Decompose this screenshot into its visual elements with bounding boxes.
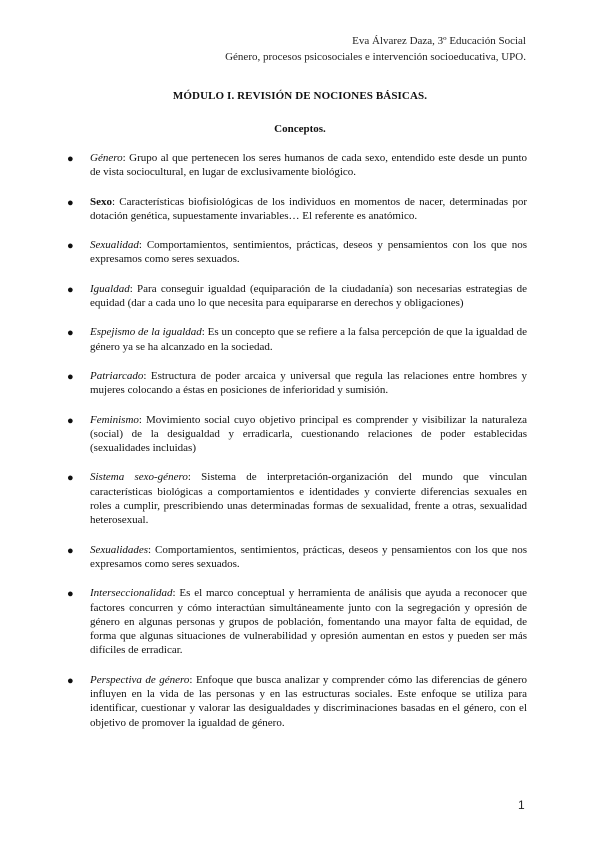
bullet-icon: ● <box>67 327 74 340</box>
concept-term: Interseccionalidad <box>90 587 173 600</box>
concept-term: Igualdad <box>90 282 130 295</box>
bullet-icon: ● <box>67 674 74 687</box>
concept-item-genero <box>67 151 527 180</box>
concept-term: Feminismo <box>90 413 139 426</box>
concepts-list <box>67 151 527 730</box>
concept-item-sistema-sexo-genero <box>67 470 527 527</box>
concept-definition: : Comportamientos, sentimientos, prácticas, deseos y pensamientos con los que nos expresamos como seres sexuados. <box>90 543 527 570</box>
concept-term: Sistema sexo-género <box>90 471 188 484</box>
section-subtitle: Conceptos. <box>274 123 326 135</box>
concept-definition: : Movimiento social cuyo objetivo principal es comprender y visibilizar la naturaleza (social) de la desigualdad y erradicarla, cuestionando relaciones de poder establecidas (sexualidades incluidas) <box>90 413 527 455</box>
concept-term: Espejismo de la igualdad <box>90 326 202 339</box>
concept-definition: : Características biofisiológicas de los individuos en momentos de nacer, determinadas por dotación genética, supuestamente invariables… El referente es anatómico. <box>90 195 527 222</box>
bullet-icon: ● <box>67 414 74 427</box>
concept-definition: : Para conseguir igualdad (equiparación de la ciudadanía) son necesarias estrategias de equidad (dar a cada uno lo que necesita para equipararse en derechos y obligaciones) <box>90 282 527 310</box>
concept-item-perspectiva-de-genero <box>67 673 527 730</box>
page-number: 1 <box>518 798 525 812</box>
concept-definition: : Estructura de poder arcaica y universal que regula las relaciones entre hombres y mujeres colocando a éstas en posiciones de inferioridad y sumisión. <box>90 369 527 397</box>
concept-term: Sexualidad <box>90 239 139 252</box>
concept-item-espejismo <box>67 325 527 354</box>
bullet-icon: ● <box>67 196 74 209</box>
header-course-line: Género, procesos psicosociales e intervención socioeducativa, UPO. <box>225 51 526 63</box>
bullet-icon: ● <box>67 588 74 601</box>
concept-item-sexo <box>67 195 527 224</box>
concept-definition: : Es un concepto que se refiere a la falsa percepción de que la igualdad de género ya se ha alcanzado en la sociedad. <box>90 326 527 353</box>
concept-item-interseccionalidad <box>67 586 527 657</box>
concept-definition: : Sistema de interpretación-organización del mundo que vinculan características biológicas a comportamientos e identidades y convierte diferencias sexuales en roles a cumplir, prescribiendo unas determinadas formas de sexualidad, frente a otras, sexualidad heterosexual. <box>90 471 527 527</box>
bullet-icon: ● <box>67 240 74 253</box>
concept-definition: : Grupo al que pertenecen los seres humanos de cada sexo, entendido este desde un punto de vista sociocultural, en lugar de exclusivamente biológico. <box>90 152 527 179</box>
page-header <box>225 33 526 65</box>
bullet-icon: ● <box>67 544 74 557</box>
document-title: MÓDULO I. REVISIÓN DE NOCIONES BÁSICAS. <box>172 90 428 102</box>
bullet-icon: ● <box>67 472 74 485</box>
concept-term: Sexualidades <box>90 543 149 556</box>
concept-item-igualdad <box>67 282 527 311</box>
concept-term: Patriarcado <box>90 369 144 382</box>
bullet-icon: ● <box>67 153 74 165</box>
concept-definition: : Comportamientos, sentimientos, prácticas, deseos y pensamientos con los que nos expresamos como seres sexuados. <box>90 239 527 266</box>
concept-term: Perspectiva de género <box>90 673 190 686</box>
concept-definition: : Es el marco conceptual y herramienta de análisis que ayuda a reconocer que factores concurren y cómo interactúan simultáneamente junto con la segregación y opresión de género en algunas personas y grupos de población, fomentando una mayor falta de equidad, de forma que algunas situaciones de vulnerabilidad y opresión aumentan en estos y pueden ser más difíciles de erradicar. <box>90 587 527 657</box>
concept-item-feminismo <box>67 413 527 456</box>
bullet-icon: ● <box>67 283 74 296</box>
bullet-icon: ● <box>67 370 74 383</box>
concept-definition: : Enfoque que busca analizar y comprender cómo las diferencias de género influyen en la vida de las personas y en las estructuras sociales. Este enfoque se utiliza para identificar, cuestionar y valorar las desigualdades y discriminaciones basadas en el género, con el objetivo de promover la igualdad de género. <box>90 673 527 729</box>
concept-item-patriarcado <box>67 369 527 398</box>
concept-term: Género <box>90 152 123 164</box>
header-author-line: Eva Álvarez Daza, 3º Educación Social <box>352 35 526 47</box>
concept-item-sexualidad <box>67 238 527 267</box>
concept-item-sexualidades <box>67 543 527 572</box>
concept-term: Sexo <box>90 195 112 208</box>
